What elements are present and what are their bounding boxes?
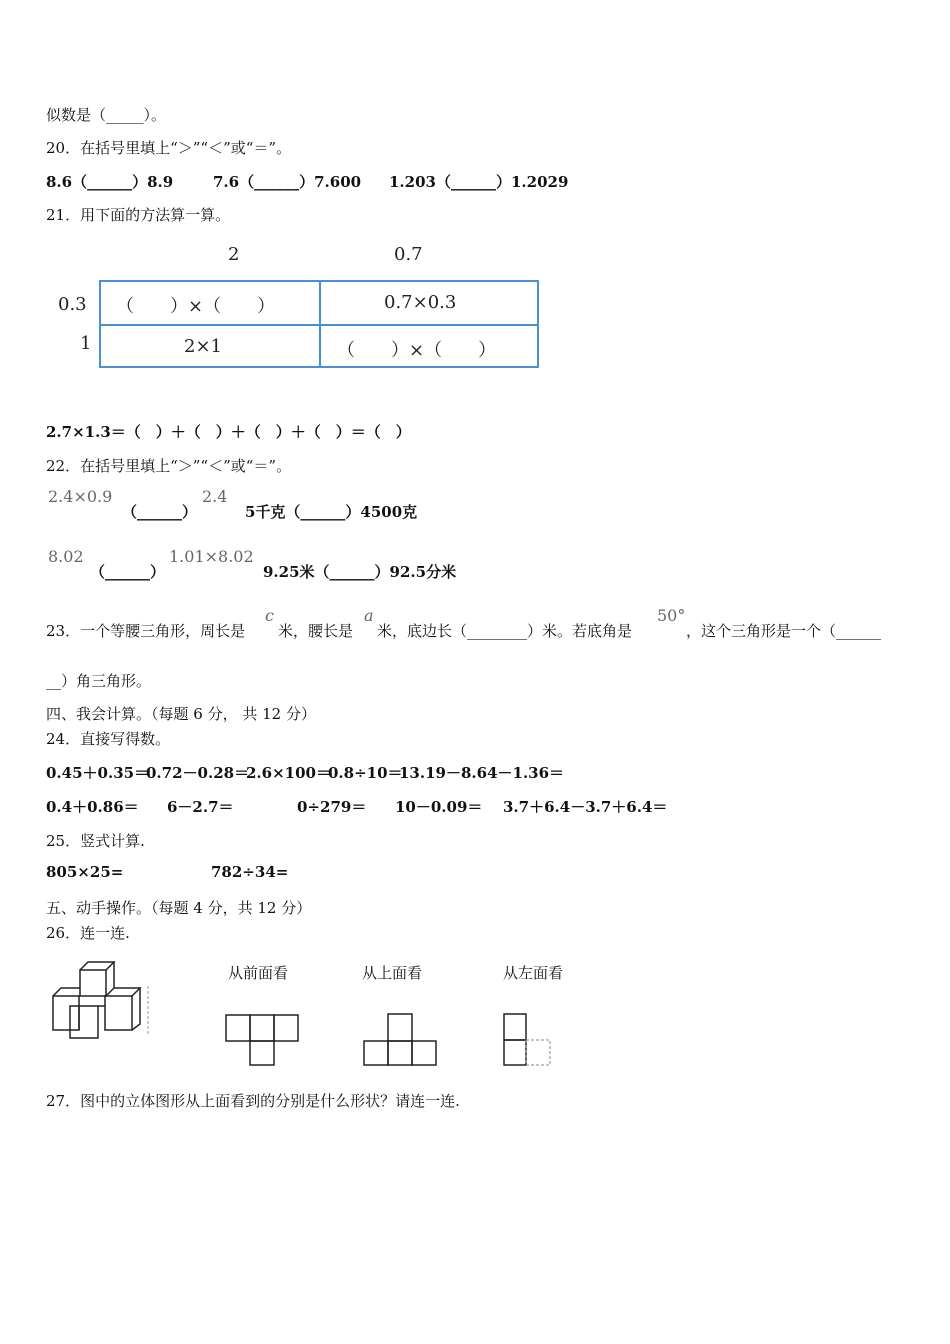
view-top-shape	[360, 1010, 440, 1068]
q25-title: 25．竖式计算.	[46, 832, 145, 850]
q25-item-2: 782÷34=	[211, 863, 289, 881]
q21-row-head-2: 1	[80, 333, 92, 354]
q22-r2-right: 1.01×8.02	[169, 547, 254, 566]
view-label-top: 从上面看	[362, 964, 423, 982]
view-front-shape	[222, 1010, 302, 1068]
q24-r2-5: 3.7＋6.4－3.7＋6.4＝	[503, 798, 668, 816]
q21-col-head-1: 2	[228, 244, 240, 265]
section-4-title: 四、我会计算。（每题 6 分， 共 12 分）	[46, 705, 316, 723]
q27-title: 27．图中的立体图形从上面看到的分别是什么形状？请连一连.	[46, 1092, 460, 1110]
q24-r1-2: 0.72－0.28＝	[146, 764, 250, 782]
q23-var-c: c	[265, 606, 274, 625]
q24-r1-4: 0.8÷10＝	[328, 764, 403, 782]
q21-col-head-2: 0.7	[394, 244, 423, 265]
q22-r1-item2: 5千克（______）4500克	[245, 503, 418, 521]
q24-r1-5: 13.19－8.64－1.36＝	[399, 764, 565, 782]
q20-item-1: 8.6（______）8.9	[46, 173, 174, 191]
q22-r1-right: 2.4	[202, 487, 228, 506]
q24-title: 24．直接写得数。	[46, 730, 171, 748]
q23-part-5: __）角三角形。	[46, 672, 152, 690]
q21-cell-2: 0.7×0.3	[384, 292, 457, 313]
section-5-title: 五、动手操作。（每题 4 分，共 12 分）	[46, 899, 312, 917]
q20-item-2: 7.6（______）7.600	[213, 173, 362, 191]
q22-r1-left: 2.4×0.9	[48, 487, 113, 506]
q23-var-a: a	[364, 606, 374, 625]
q22-title: 22．在括号里填上“＞”“＜”或“＝”。	[46, 457, 292, 475]
q21-cell-1: （ ）×（ ）	[116, 296, 276, 317]
q25-item-1: 805×25=	[46, 863, 124, 881]
q24-r2-3: 0÷279＝	[297, 798, 367, 816]
q20-item-3: 1.203（______）1.2029	[389, 173, 569, 191]
q22-r2-blank: （______）	[90, 563, 166, 581]
q22-r2-item2: 9.25米（______）92.5分米	[263, 563, 457, 581]
q23-part-2: 米，腰长是	[278, 622, 354, 640]
q23-part-1: 23．一个等腰三角形，周长是	[46, 622, 246, 640]
q21-cell-4: （ ）×（ ）	[337, 340, 497, 361]
q22-r1-blank: （______）	[122, 503, 198, 521]
q20-title: 20．在括号里填上“＞”“＜”或“＝”。	[46, 139, 292, 157]
q21-cell-3: 2×1	[184, 336, 222, 357]
q24-r2-1: 0.4＋0.86＝	[46, 798, 139, 816]
q23-part-4: ，这个三角形是一个（______	[686, 622, 882, 640]
view-label-front: 从前面看	[228, 964, 289, 982]
q23-part-3: 米，底边长（________）米。若底角是	[377, 622, 633, 640]
q21-row-head-1: 0.3	[58, 294, 87, 315]
q26-title: 26．连一连.	[46, 924, 130, 942]
q24-r1-3: 2.6×100＝	[246, 764, 331, 782]
q22-r2-left: 8.02	[48, 547, 84, 566]
q19-continuation: 似数是（_____）。	[46, 106, 167, 124]
q21-title: 21．用下面的方法算一算。	[46, 206, 231, 224]
view-label-left: 从左面看	[503, 964, 564, 982]
q24-r2-2: 6－2.7＝	[167, 798, 234, 816]
q24-r2-4: 10－0.09＝	[395, 798, 483, 816]
cube-stack-figure	[48, 958, 158, 1042]
q21-equation: 2.7×1.3＝（ ）＋（ ）＋（ ）＋（ ）＝（ ）	[46, 423, 411, 441]
q24-r1-1: 0.45＋0.35＝	[46, 764, 150, 782]
view-left-shape	[500, 1010, 556, 1068]
q23-angle: 50°	[657, 606, 686, 625]
